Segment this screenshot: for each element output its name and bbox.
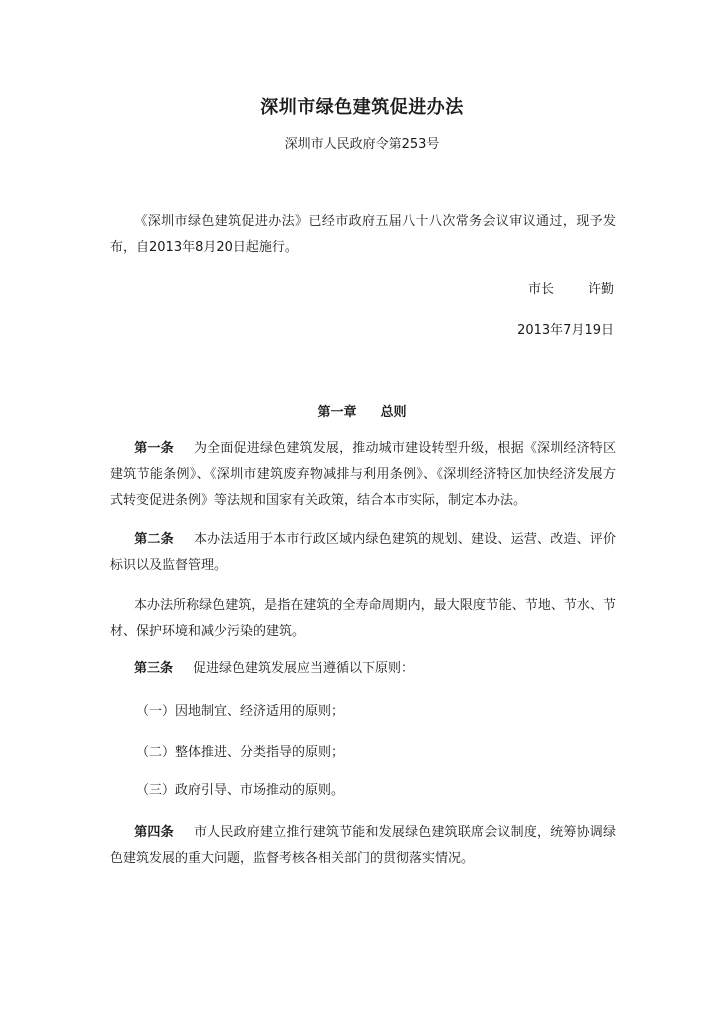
article-text: 市人民政府建立推行建筑节能和发展绿色建筑联席会议制度，统筹协调绿色建筑发展的重大问题，监督考核各相关部门的贯彻落实情况。	[110, 825, 616, 866]
principle-item: （二）整体推进、分类指导的原则；	[136, 745, 345, 760]
signature-role: 市长	[527, 282, 554, 297]
signature-name: 许勤	[587, 282, 614, 297]
article-4	[110, 820, 616, 872]
signature-line	[528, 278, 614, 297]
article-1	[110, 436, 616, 514]
article-text: 本办法所称绿色建筑，是指在建筑的全寿命周期内，最大限度节能、节地、节水、节材、保护环境和减少污染的建筑。	[110, 598, 616, 639]
signing-date: 2013年7月19日	[517, 323, 614, 338]
preamble-paragraph	[110, 209, 616, 261]
chapter-heading	[0, 401, 724, 420]
article-text: 为全面促进绿色建筑发展，推动城市建设转型升级，根据《深圳经济特区建筑节能条例》、《深圳市建筑废弃物减排与利用条例》、《深圳经济特区加快经济发展方式转变促进条例》等法规和国家有关政策，结合本市实际，制定本办法。	[110, 441, 616, 508]
article-text: 本办法适用于本市行政区域内绿色建筑的规划、建设、运营、改造、评价标识以及监督管理。	[110, 532, 616, 573]
principle-item: （三）政府引导、市场推动的原则。	[136, 783, 345, 798]
article-2	[110, 527, 616, 579]
chapter-name: 总则	[380, 405, 407, 420]
article-label: 第一条	[134, 441, 174, 456]
document-title: 深圳市绿色建筑促进办法	[260, 97, 464, 118]
article-label: 第四条	[134, 825, 174, 840]
article-label: 第三条	[134, 661, 174, 676]
article-text: 促进绿色建筑发展应当遵循以下原则：	[193, 661, 415, 676]
chapter-number: 第一章	[317, 405, 357, 420]
preamble-text: 《深圳市绿色建筑促进办法》已经市政府五届八十八次常务会议审议通过，现予发布，自2013年8月20日起施行。	[110, 214, 616, 255]
principle-item: （一）因地制宜、经济适用的原则；	[136, 704, 345, 719]
order-number: 深圳市人民政府令第253号	[284, 137, 440, 152]
article-2-definition	[110, 593, 616, 645]
article-3	[110, 656, 616, 682]
article-label: 第二条	[134, 532, 174, 547]
